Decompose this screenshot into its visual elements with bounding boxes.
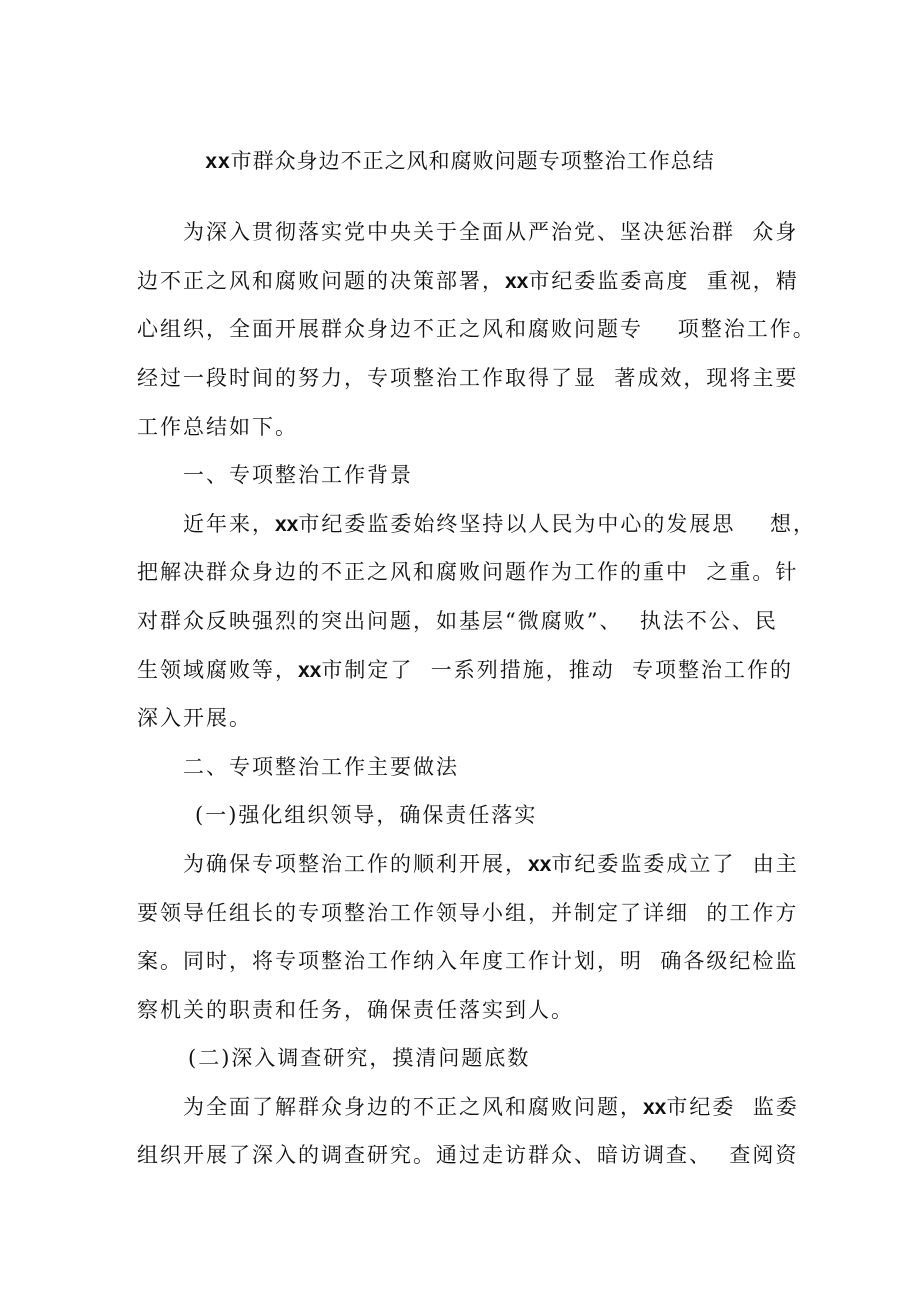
paragraph-line: 生领域腐败等，xx市制定了 一系列措施，推动 专项整治工作的 [137,658,794,682]
paragraph-line: 为全面了解群众身边的不正之风和腐败问题，xx市纪委 监委 [183,1095,799,1119]
paragraph-line: 为确保专项整治工作的顺利开展，xx市纪委监委成立了 由主 [183,852,799,876]
section-heading: 一、专项整治工作背景 [183,463,413,487]
paragraph-line: 案。同时，将专项整治工作纳入年度工作计划，明 确各级纪检监 [137,949,799,973]
paragraph-line: 经过一段时间的努力，专项整治工作取得了显 著成效，现将主要 [137,366,799,390]
paragraph-line: 察机关的职责和任务，确保责任落实到人。 [137,998,574,1022]
document-title: xx市群众身边不正之风和腐败问题专项整治工作总结 [205,149,715,173]
paragraph-line: 边不正之风和腐败问题的决策部署，xx市纪委监委高度 重视，精 [137,269,799,293]
latin-text: xx [643,1096,667,1119]
latin-text: xx [205,150,231,173]
section-heading: 二、专项整治工作主要做法 [183,755,459,779]
paragraph-line: 心组织，全面开展群众身边不正之风和腐败问题专 项整治工作。 [137,317,816,341]
paragraph-line: 为深入贯彻落实党中央关于全面从严治党、坚决惩治群 众身 [183,220,799,244]
paragraph-line: 对群众反映强烈的突出问题，如基层“微腐败”、 执法不公、民 [137,609,778,633]
paragraph-line: 把解决群众身边的不正之风和腐败问题作为工作的重中 之重。针 [137,560,799,584]
latin-text: xx [275,513,299,536]
paragraph-line: 近年来，xx市纪委监委始终坚持以人民为中心的发展思 想， [183,512,817,536]
subsection-heading: (一)强化组织领导，确保责任落实 [195,803,538,827]
paragraph-line: 要领导任组长的专项整治工作领导小组，并制定了详细 的工作方 [137,901,799,925]
subsection-heading: (二)深入调查研究，摸清问题底数 [188,1046,531,1070]
latin-text: xx [298,659,322,682]
paragraph-line: 组织开展了深入的调查研究。通过走访群众、暗访调查、 查阅资 [137,1143,799,1167]
paragraph-line: 深入开展。 [137,706,252,730]
latin-text: xx [528,853,552,876]
latin-text: xx [505,270,529,293]
paragraph-line: 工作总结如下。 [137,415,298,439]
